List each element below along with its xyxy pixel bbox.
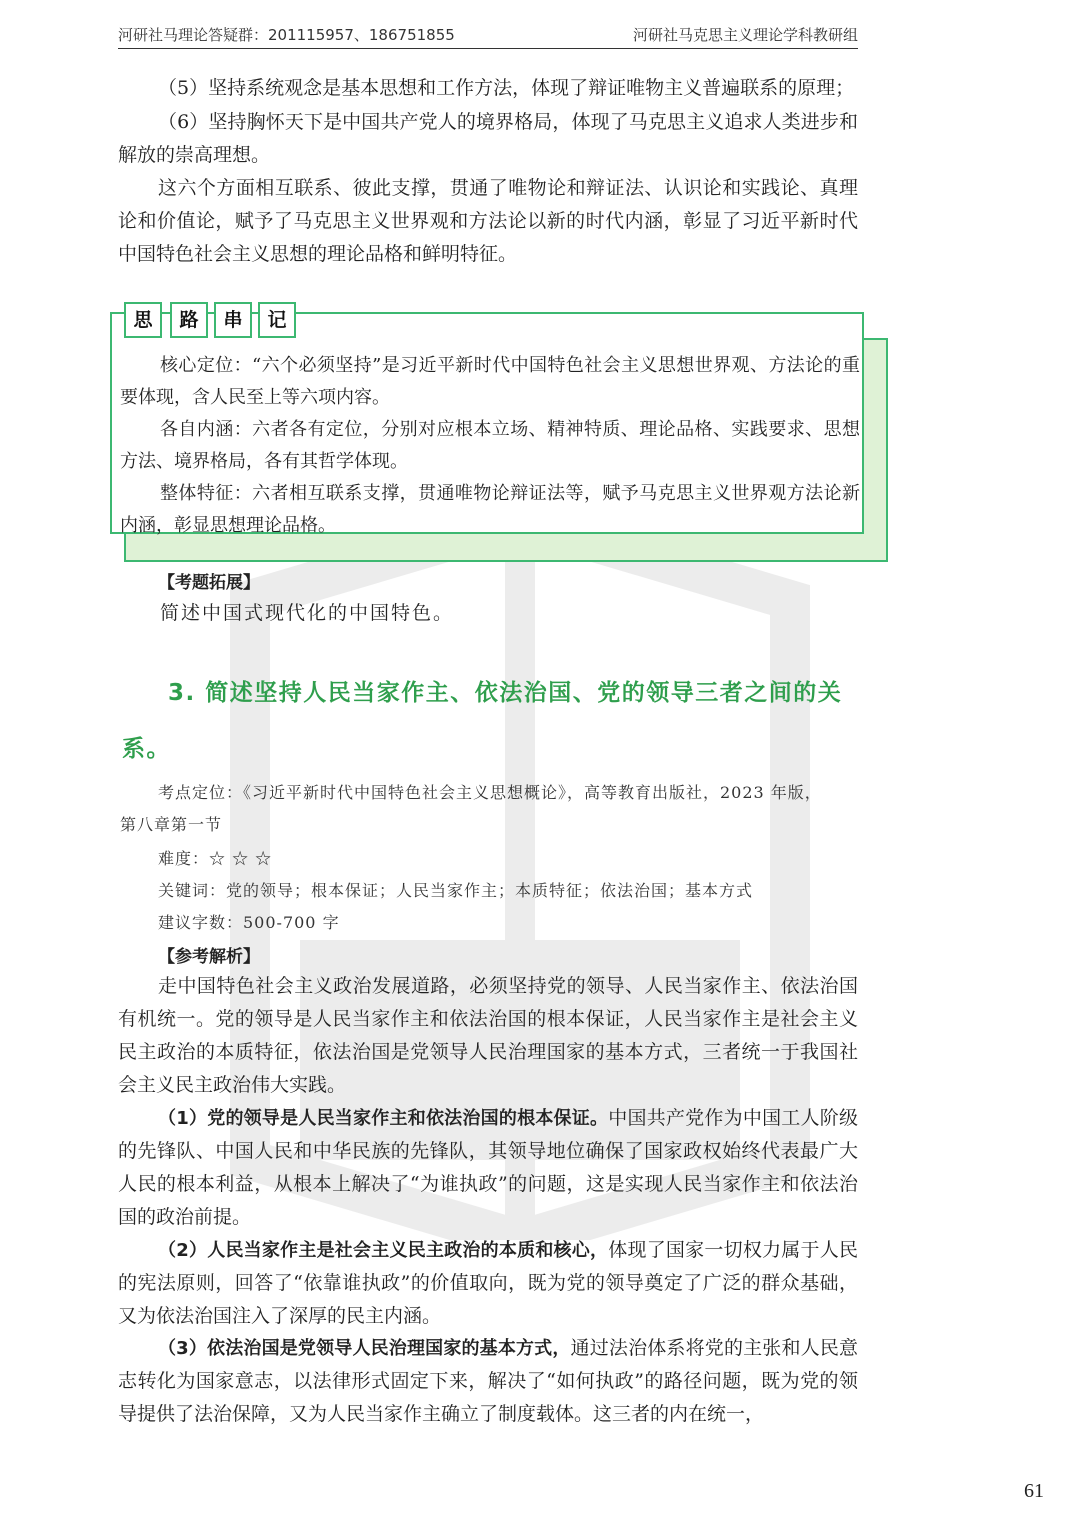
header-org-name: 河研社马克思主义理论学科教研组 — [632, 26, 858, 44]
paragraph-item-6: （6）坚持胸怀天下是中国共产党人的境界格局，体现了马克思主义追求人类进步和解放的崇高理想。 — [118, 111, 858, 166]
expand-label: 【考题拓展】 — [158, 573, 260, 593]
box-content — [120, 350, 860, 542]
analysis-intro: 走中国特色社会主义政治发展道路，必须坚持党的领导、人民当家作主、依法治国有机统一。党的领导是人民当家作主和依法治国的根本保证，人民当家作主是社会主义民主政治的本质特征，依法治国是党领导人民治理国家的基本方式，三者统一于我国社会主义民主政治伟大实践。 — [118, 975, 858, 1096]
tag-lu: 路 — [170, 302, 208, 338]
point-2-heading: （2）人民当家作主是社会主义民主政治的本质和核心， — [158, 1240, 609, 1261]
box-panel — [110, 312, 864, 534]
question-title-line2: 系。 — [122, 736, 171, 762]
point-1-body: 中国共产党作为中国工人阶级的先锋队、中国人民和中华民族的先锋队，其领导地位确保了国家政权始终代表最广大人民的根本利益，从根本上解决了“为谁执政”的问题，这是实现人民当家作主和依法治国的政治前提。 — [118, 1107, 858, 1228]
point-1-heading: （1）党的领导是人民当家作主和依法治国的根本保证。 — [158, 1108, 609, 1129]
tag-ji: 记 — [258, 302, 296, 338]
point-3-heading: （3）依法治国是党领导人民治理国家的基本方式， — [158, 1338, 571, 1359]
paragraph-summary: 这六个方面相互联系、彼此支撑，贯通了唯物论和辩证法、认识论和实践论、真理论和价值论，赋予了马克思主义世界观和方法论以新的时代内涵，彰显了习近平新时代中国特色社会主义思想的理论品格和鲜明特征。 — [118, 177, 858, 265]
meta-position: 考点定位：《习近平新时代中国特色社会主义思想概论》，高等教育出版社，2023 年版， — [158, 783, 822, 802]
point-2-body: 体现了国家一切权力属于人民的宪法原则，回答了“依靠谁执政”的价值取向，既为党的领导奠定了广泛的群众基础，又为依法治国注入了深厚的民主内涵。 — [118, 1239, 858, 1327]
analysis-point-3 — [118, 1332, 858, 1431]
mind-map-box — [110, 302, 886, 560]
meta-keywords: 关键词：党的领导；根本保证；人民当家作主；本质特征；依法治国；基本方式 — [158, 881, 754, 900]
meta-chapter: 第八章第一节 — [120, 815, 223, 834]
box-line-core: 核心定位：“六个必须坚持”是习近平新时代中国特色社会主义思想世界观、方法论的重要体现，含人民至上等六项内容。 — [120, 355, 860, 408]
tag-chuan: 串 — [214, 302, 252, 338]
box-line-each: 各自内涵：六者各有定位，分别对应根本立场、精神特质、理论品格、实践要求、思想方法、境界格局，各有其哲学体现。 — [120, 419, 860, 472]
header-qq-groups: 河研社马理论答疑群：201115957、186751855 — [118, 26, 455, 44]
box-line-whole: 整体特征：六者相互联系支撑，贯通唯物论辩证法等，赋予马克思主义世界观方法论新内涵，彰显思想理论品格。 — [120, 483, 860, 536]
analysis-point-2 — [118, 1234, 858, 1333]
expand-question: 简述中国式现代化的中国特色。 — [160, 602, 455, 624]
question-title-line1: 3. 简述坚持人民当家作主、依法治国、党的领导三者之间的关 — [168, 680, 843, 706]
analysis-label: 【参考解析】 — [158, 947, 260, 967]
meta-difficulty: 难度：☆ ☆ ☆ — [158, 849, 273, 868]
paragraph-item-5: （5）坚持系统观念是基本思想和工作方法，体现了辩证唯物主义普遍联系的原理； — [158, 77, 855, 99]
tag-si: 思 — [124, 302, 162, 338]
page-number: 61 — [1024, 1480, 1044, 1502]
point-3-body: 通过法治体系将党的主张和人民意志转化为国家意志，以法律形式固定下来，解决了“如何执政”的路径问题，既为党的领导提供了法治保障，又为人民当家作主确立了制度载体。这三者的内在统一， — [118, 1337, 858, 1425]
page-header — [118, 22, 858, 49]
meta-wordcount: 建议字数：500-700 字 — [158, 913, 340, 932]
analysis-point-1 — [118, 1102, 858, 1234]
